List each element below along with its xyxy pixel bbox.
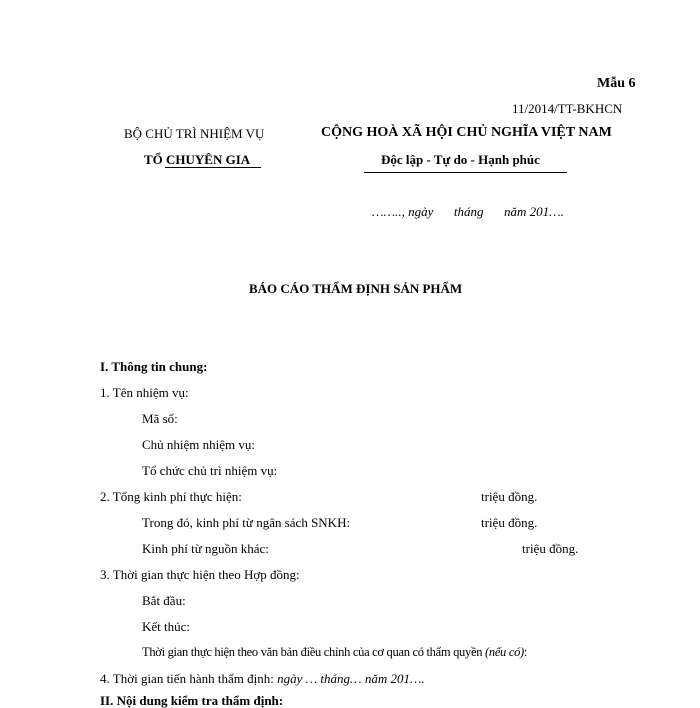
start-label: Bắt đầu: [142, 593, 186, 608]
date-line [372, 205, 564, 218]
date-day: ngày [408, 204, 434, 219]
adjusted-period-colon: : [523, 645, 528, 659]
task-head-label: Chủ nhiệm nhiệm vụ: [142, 437, 256, 452]
state-budget-label: Trong đó, kinh phí từ ngân sách SNKH: [142, 515, 351, 530]
expert-group-name: TỔ CHUYÊN GIA [144, 152, 251, 167]
motto-rule [364, 172, 567, 173]
date-month: tháng [453, 204, 484, 219]
left-header-rule [165, 167, 261, 168]
adjusted-period-line [142, 646, 527, 659]
host-org-label: Tổ chức chủ trì nhiệm vụ: [142, 463, 278, 478]
adjusted-period-label: Thời gian thực hiện theo văn bản điều chỉnh của cơ quan có thẩm quyền [142, 645, 483, 659]
other-budget-unit: triệu đồng. [522, 541, 579, 556]
other-budget-label: Kinh phí từ nguồn khác: [142, 541, 269, 556]
total-budget-unit: triệu đồng. [481, 489, 538, 504]
form-number: Mẫu 6 [597, 76, 636, 91]
task-code-label: Mã số: [142, 411, 178, 426]
section-1-heading: I. Thông tin chung: [100, 359, 208, 374]
appraisal-time-date: ngày … tháng… năm 201…. [277, 671, 425, 686]
adjusted-period-note: (nếu có) [485, 645, 524, 659]
date-place: …….., [372, 204, 405, 219]
circular-reference: 11/2014/TT-BKHCN [512, 101, 623, 116]
date-year: năm 201…. [504, 204, 564, 219]
appraisal-time-line [100, 672, 425, 685]
end-label: Kết thúc: [142, 619, 191, 634]
national-motto: Độc lập - Tự do - Hạnh phúc [381, 152, 540, 167]
contract-period-label: 3. Thời gian thực hiện theo Hợp đồng: [100, 567, 300, 582]
ministry-name: BỘ CHỦ TRÌ NHIỆM VỤ [124, 126, 265, 141]
appraisal-time-label: 4. Thời gian tiến hành thẩm định: [100, 671, 274, 686]
section-2-heading: II. Nội dung kiểm tra thẩm định: [100, 693, 284, 708]
state-budget-unit: triệu đồng. [481, 515, 538, 530]
total-budget-label: 2. Tổng kinh phí thực hiện: [100, 489, 242, 504]
task-name-label: 1. Tên nhiệm vụ: [100, 385, 189, 400]
country-name: CỘNG HOÀ XÃ HỘI CHỦ NGHĨA VIỆT NAM [321, 125, 612, 140]
document-title: BÁO CÁO THẨM ĐỊNH SẢN PHẨM [249, 281, 463, 296]
